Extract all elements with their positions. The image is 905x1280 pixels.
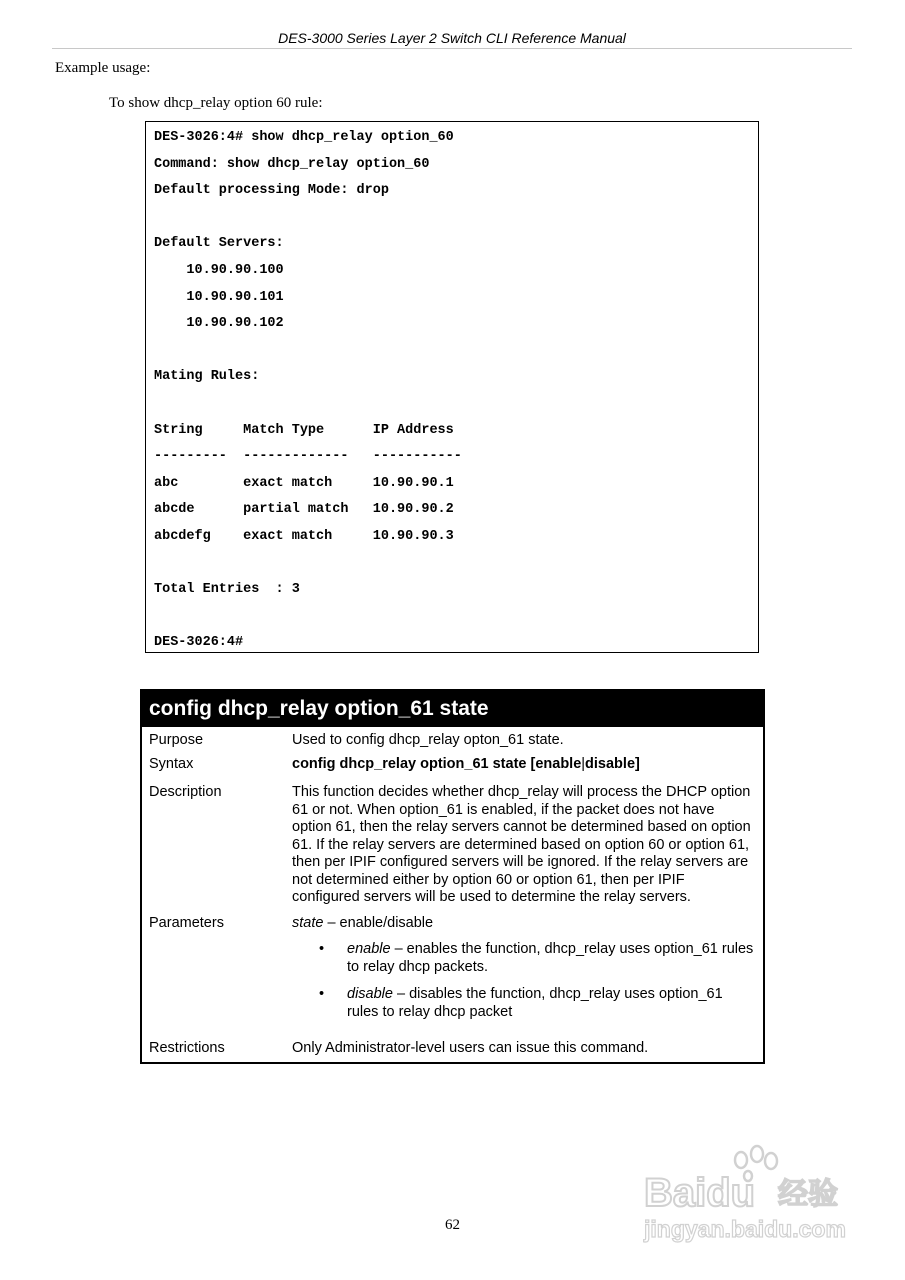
- purpose-text: Used to config dhcp_relay opton_61 state.: [292, 732, 564, 748]
- bullet-text: – enables the function, dhcp_relay uses option_61 rules to relay dhcp packets.: [347, 941, 754, 975]
- purpose-label: Purpose: [149, 732, 204, 748]
- description-label: Description: [149, 784, 222, 800]
- cli-output-text: DES-3026:4# show dhcp_relay option_60 Command: show dhcp_relay option_60 Default processing Mode: drop Default Servers: 10.90.90.100 10.90.90.101 10.90.90.102 Mating Rules: String Match Type IP Address --------- ------------- ----------- abc exact match 10.90.90.1 abcde partial match 10.90.90.2 abcdefg exact match 10.90.90.3 Total Entries : 3 DES-3026:4#: [154, 130, 462, 651]
- page-header: DES-3000 Series Layer 2 Switch CLI Reference Manual: [278, 30, 626, 46]
- bullet-item: [292, 941, 754, 976]
- description-row: [142, 782, 763, 907]
- bullet-icon: •: [319, 986, 325, 1002]
- syntax-row: [142, 754, 763, 782]
- bullet-text: – disables the function, dhcp_relay uses option_61 rules to relay dhcp packet: [347, 986, 723, 1020]
- parameters-content: [292, 915, 754, 1032]
- watermark-brand: Baidu: [644, 1171, 756, 1215]
- example-usage-label: Example usage:: [55, 60, 151, 76]
- page-number: 62: [445, 1217, 460, 1233]
- bullet-term: disable: [347, 986, 393, 1002]
- header-divider: [52, 48, 852, 49]
- syntax-label: Syntax: [149, 756, 194, 772]
- parameters-row: [142, 907, 763, 1032]
- syntax-suffix: disable]: [585, 756, 640, 772]
- restrictions-text: Only Administrator-level users can issue this command.: [292, 1040, 649, 1056]
- parameter-name: state: [292, 914, 324, 931]
- purpose-row: [142, 727, 763, 754]
- bullet-term: enable: [347, 941, 391, 957]
- baidu-jingyan-watermark: [640, 1140, 880, 1250]
- watermark-url: jingyan.baidu.com: [644, 1216, 846, 1242]
- command-table: [140, 689, 765, 1064]
- description-text: This function decides whether dhcp_relay will process the DHCP option 61 or not. When option_61 is enabled, if the packet does not have option 61, then the relay servers cannot be determined based on option 61. If the relay servers are determined based on option 60 or option 61, then per IPIF configured servers will be ignored. If the relay servers are not determined either by option 60 or option 61, then per IPIF configured servers will be used to determine the relay servers.: [292, 784, 751, 905]
- parameter-desc: – enable/disable: [323, 914, 434, 931]
- syntax-text: [292, 756, 754, 782]
- syntax-prefix: config dhcp_relay option_61 state [enable: [292, 756, 582, 772]
- syntax-separator: |: [581, 756, 586, 772]
- bullet-icon: •: [319, 941, 325, 957]
- bullet-item: [292, 986, 754, 1021]
- parameter-state: [292, 915, 754, 933]
- cli-output-box: [145, 121, 759, 653]
- watermark-cn: 经验: [778, 1177, 838, 1212]
- example-caption: To show dhcp_relay option 60 rule:: [109, 95, 323, 111]
- command-title: config dhcp_relay option_61 state: [142, 691, 763, 727]
- restrictions-row: [142, 1031, 763, 1062]
- restrictions-label: Restrictions: [149, 1040, 225, 1056]
- parameters-label: Parameters: [149, 914, 224, 931]
- parameter-bullets: [292, 941, 754, 1021]
